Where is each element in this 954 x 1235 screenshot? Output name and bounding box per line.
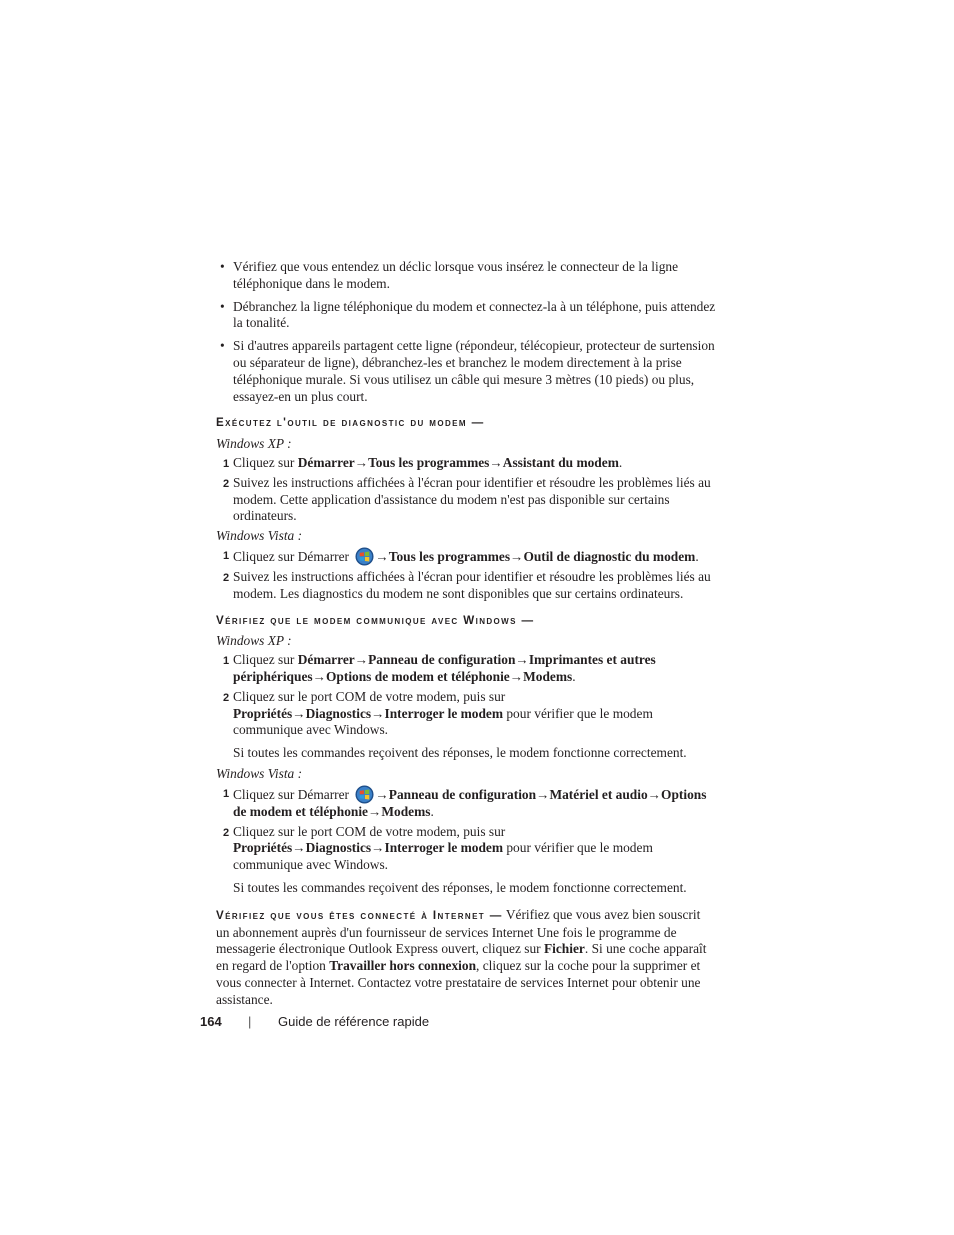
windows-start-icon xyxy=(355,547,374,566)
step-number: 2 xyxy=(223,477,230,490)
step xyxy=(216,824,716,874)
arrow: → xyxy=(509,668,524,684)
step-text: Cliquez sur xyxy=(233,652,298,668)
step xyxy=(216,569,716,603)
start-label: Démarrer xyxy=(297,786,350,802)
arrow: → xyxy=(354,454,369,470)
ui-term: Modems xyxy=(523,668,573,684)
arrow: → xyxy=(292,840,306,856)
start-label: Démarrer xyxy=(297,548,350,564)
troubleshooting-bullets xyxy=(216,259,716,405)
ui-term: Diagnostics xyxy=(305,840,372,856)
arrow: → xyxy=(647,786,662,802)
ui-term: Imprimantes et autres périphériques xyxy=(233,652,656,684)
page-number: 164 xyxy=(200,1014,222,1029)
bullet-item: • Vérifiez que vous entendez un déclic lorsque vous insérez le connecteur de la ligne téléphonique dans le modem. xyxy=(216,259,716,293)
ui-term: Démarrer xyxy=(297,652,355,668)
ui-term: Interroger le modem xyxy=(384,705,504,721)
arrow: → xyxy=(368,803,382,819)
ui-term: Diagnostics xyxy=(305,705,372,721)
arrow: → xyxy=(489,454,503,470)
section-heading-internet: Vérifiez que vous êtes connecté à Internet — xyxy=(216,908,503,922)
ui-term: Options de modem et téléphonie xyxy=(233,786,707,819)
footer-separator: | xyxy=(248,1014,252,1029)
page-content xyxy=(216,259,716,1008)
ui-term: Matériel et audio xyxy=(549,786,648,802)
ui-term: Outil de diagnostic du modem xyxy=(523,548,696,564)
ui-term: Panneau de configuration xyxy=(368,652,516,668)
ui-term: Fichier xyxy=(543,941,585,957)
section-heading-diagnostic: Exécutez l'outil de diagnostic du modem — xyxy=(216,416,485,430)
steps-diagnostic-vista xyxy=(216,547,716,603)
ui-term: Assistant du modem xyxy=(502,454,619,470)
step-text: . xyxy=(695,548,699,564)
windows-start-icon xyxy=(355,785,374,804)
step-number: 2 xyxy=(223,571,230,584)
os-label-vista: Windows Vista : xyxy=(216,765,303,781)
step-text: . xyxy=(572,668,576,684)
bullet-item: • Si d'autres appareils partagent cette ligne (répondeur, télécopieur, protecteur de surtension ou séparateur de ligne), débranchez-les et branchez le modem directement à la prise téléphonique murale. Si vous utilisez un câble qui mesure 3 mètres (10 pieds) ou plus, essayez-en un plus court. xyxy=(216,338,716,405)
step-number: 1 xyxy=(223,787,230,800)
step xyxy=(216,455,716,472)
ui-term: Interroger le modem xyxy=(384,840,504,856)
arrow: → xyxy=(536,786,550,802)
result-note: Si toutes les commandes reçoivent des réponses, le modem fonctionne correctement. xyxy=(233,879,687,895)
step-text: pour vérifier que le modem communique avec Windows. xyxy=(233,840,653,873)
ui-term: Démarrer xyxy=(297,454,355,470)
arrow: → xyxy=(354,652,369,668)
arrow: → xyxy=(371,705,385,721)
steps-communication-xp xyxy=(216,652,716,739)
paragraph-text: , cliquez sur la coche pour la supprimer et vous connecter à Internet. Contactez votre prestataire de services Internet pour obtenir une assistance. xyxy=(216,958,701,1007)
step-text: Cliquez sur le port COM de votre modem, puis sur xyxy=(233,688,506,704)
step-text: Suivez les instructions affichées à l'écran pour identifier et résoudre les problèmes liés au modem. Cette application d'assistance du modem n'est pas disponible sur certains ordinateurs. xyxy=(233,474,711,524)
arrow: → xyxy=(515,652,529,668)
step-number: 1 xyxy=(223,655,230,668)
section-heading-communication: Vérifiez que le modem communique avec Windows — xyxy=(216,613,535,627)
step xyxy=(216,547,716,566)
ui-term: Panneau de configuration xyxy=(388,786,537,802)
arrow: → xyxy=(375,548,389,564)
step-text: pour vérifier que le modem communique avec Windows. xyxy=(233,705,653,738)
arrow: → xyxy=(375,786,389,802)
step xyxy=(216,652,716,686)
step-number: 1 xyxy=(223,457,230,470)
step xyxy=(216,785,716,821)
step xyxy=(216,689,716,739)
ui-term: Tous les programmes xyxy=(388,548,511,564)
paragraph-text: Vérifiez que vous avez bien souscrit un abonnement auprès d'un fournisseur de services Internet Une fois le programme de messagerie électronique Outlook Express ouvert, cliquez sur xyxy=(216,906,701,957)
ui-term: Tous les programmes xyxy=(368,454,490,470)
step-text: Suivez les instructions affichées à l'écran pour identifier et résoudre les problèmes liés au modem. Les diagnostics du modem ne sont disponibles que sur certains ordinateurs. xyxy=(233,568,711,601)
ui-term: Propriétés xyxy=(233,840,293,856)
step-number: 1 xyxy=(223,549,230,562)
os-label-xp: Windows XP : xyxy=(216,633,292,649)
arrow: → xyxy=(292,705,306,721)
ui-term: Options de modem et téléphonie xyxy=(326,668,510,684)
step-number: 2 xyxy=(223,826,230,839)
step-text: Cliquez sur xyxy=(233,786,298,802)
bullet-item: • Débranchez la ligne téléphonique du modem et connectez-la à un téléphone, puis attendez la tonalité. xyxy=(216,299,716,333)
steps-communication-vista xyxy=(216,785,716,874)
step-text: . xyxy=(430,803,434,819)
internet-connection-paragraph xyxy=(216,907,716,1009)
step-text: Cliquez sur xyxy=(233,548,298,564)
step-number: 2 xyxy=(223,691,230,704)
arrow: → xyxy=(510,548,524,564)
paragraph-text: . Si une coche apparaît en regard de l'option xyxy=(216,941,707,974)
os-label-vista: Windows Vista : xyxy=(216,528,303,544)
result-note: Si toutes les commandes reçoivent des réponses, le modem fonctionne correctement. xyxy=(233,745,687,761)
step-text: Cliquez sur le port COM de votre modem, puis sur xyxy=(233,823,506,839)
step-text: Cliquez sur xyxy=(233,454,298,470)
footer-title: Guide de référence rapide xyxy=(278,1014,430,1029)
steps-diagnostic-xp xyxy=(216,455,716,525)
arrow: → xyxy=(371,840,385,856)
step xyxy=(216,475,716,525)
step-text: . xyxy=(618,454,623,470)
os-label-xp: Windows XP : xyxy=(216,436,292,452)
ui-term: Modems xyxy=(381,803,431,819)
arrow: → xyxy=(312,668,326,684)
ui-term: Propriétés xyxy=(233,705,293,721)
ui-term: Travailler hors connexion xyxy=(329,958,477,974)
